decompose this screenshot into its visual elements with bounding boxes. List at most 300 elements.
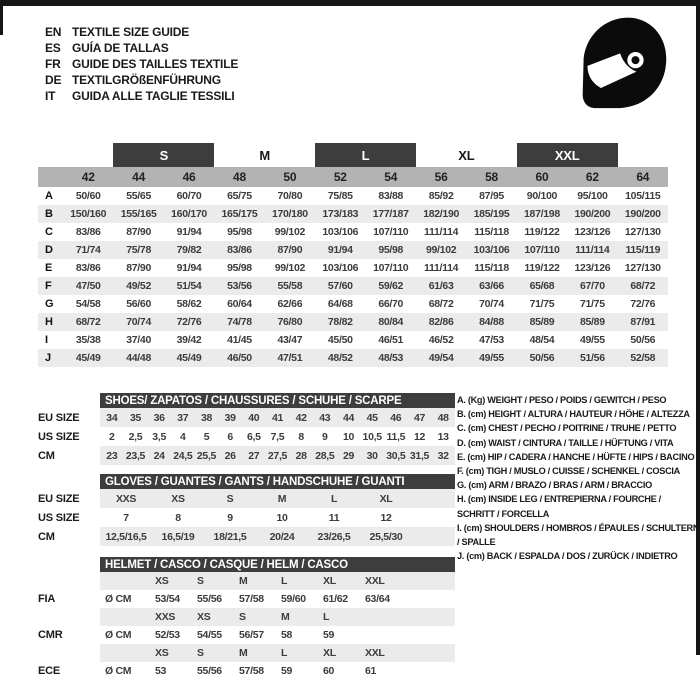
size-group-label: L [361, 147, 370, 163]
size-group-label: S [159, 147, 169, 163]
size-value: 107/110 [524, 244, 560, 256]
measurement-letter: C [45, 226, 53, 238]
size-group-label: XXL [554, 147, 580, 163]
size-number: 56 [434, 170, 448, 184]
size-value: 45/50 [327, 334, 353, 346]
size-value: 46/50 [227, 352, 252, 364]
shoe-size-value: 24 [153, 449, 165, 462]
helmet-size-cell: 60 [323, 665, 335, 677]
size-value: 52/58 [630, 352, 656, 364]
left-border [0, 0, 3, 35]
shoes-row-cells [100, 408, 455, 427]
size-value: 95/98 [227, 262, 252, 274]
size-value: 105/115 [625, 190, 661, 202]
size-table-row [38, 331, 668, 349]
size-value: 155/165 [120, 208, 157, 220]
size-value: 72/76 [630, 298, 656, 310]
size-value: 49/55 [479, 352, 504, 364]
language-title: TEXTILE SIZE GUIDE [72, 25, 190, 39]
helmet-size-cell: Ø CM [105, 665, 132, 677]
size-value: 185/195 [473, 208, 510, 220]
shoe-size-value: 28 [295, 449, 307, 462]
helmet-size-cell: Ø CM [105, 629, 132, 641]
language-item [45, 24, 238, 40]
shoe-size-value: 46 [390, 411, 402, 424]
shoe-size-value: 48 [437, 411, 449, 424]
size-table-row [38, 205, 668, 223]
helmet-size-cell: XXL [365, 575, 385, 587]
size-value: 187/198 [524, 208, 560, 220]
size-value: 99/102 [274, 226, 306, 238]
size-value: 67/70 [579, 280, 605, 292]
helmet-size-cell: 61/62 [323, 593, 348, 605]
size-value: 119/122 [524, 262, 560, 274]
helmet-table-body [38, 572, 455, 680]
helmet-row-cells [100, 662, 455, 680]
helmet-size-cell: 59/60 [281, 593, 306, 605]
helmet-size-cell: 56/57 [239, 629, 264, 641]
shoe-size-value: 3,5 [152, 430, 166, 443]
racing-helmet-icon [575, 13, 671, 113]
shoe-size-value: 5 [203, 430, 210, 443]
helmet-table-row [38, 608, 455, 626]
size-number: 58 [485, 170, 499, 184]
shoe-size-value: 30,5 [386, 449, 406, 462]
size-value: 127/130 [624, 262, 661, 274]
shoe-size-value: 45 [366, 411, 378, 424]
size-value: 107/110 [373, 262, 409, 274]
size-value: 43/47 [277, 334, 303, 346]
size-value: 45/49 [176, 352, 202, 364]
shoe-size-value: 9 [322, 430, 328, 443]
shoe-size-value: 40 [248, 411, 260, 424]
size-value: 91/94 [327, 244, 353, 256]
shoe-size-value: 36 [153, 411, 165, 424]
shoe-size-value: 6,5 [246, 430, 261, 443]
helmet-row-cells [100, 572, 455, 590]
shoe-size-value: 28,5 [315, 449, 335, 462]
helmet-header-row [38, 557, 455, 572]
helmet-table-row [38, 626, 455, 644]
shoe-size-value: 32 [437, 449, 449, 462]
size-value: 68/72 [428, 298, 454, 310]
size-table-row [38, 223, 668, 241]
glove-size-value: L [330, 492, 338, 505]
size-group-spacer [38, 143, 113, 167]
helmet-size-cell: S [197, 647, 204, 659]
unit-row-label: CM [38, 530, 55, 543]
shoe-size-value: 37 [177, 411, 189, 424]
glove-size-value: 23/26,5 [317, 530, 351, 543]
size-value: 74/78 [227, 316, 252, 328]
size-value: 160/170 [171, 208, 207, 220]
measurement-letter: H [45, 316, 53, 328]
language-item [45, 56, 238, 72]
helmet-table-row [38, 590, 455, 608]
size-value: 64/68 [327, 298, 353, 310]
helmet-size-cell: M [281, 611, 290, 623]
glove-size-value: 16,5/19 [161, 530, 195, 543]
helmet-size-cell: 59 [323, 629, 335, 641]
size-value: 182/190 [423, 208, 460, 220]
size-value: 70/74 [479, 298, 504, 310]
size-value: 39/42 [176, 334, 202, 346]
size-table-row [38, 187, 668, 205]
size-number: 44 [132, 170, 146, 184]
size-number: 62 [585, 170, 599, 184]
shoe-size-value: 27 [248, 449, 260, 462]
size-value: 107/110 [373, 226, 409, 238]
size-value: 48/54 [529, 334, 555, 346]
language-code: IT [45, 89, 56, 103]
size-value: 63/66 [479, 280, 504, 292]
size-value: 111/114 [424, 226, 459, 238]
shoe-size-value: 24,5 [173, 449, 193, 462]
size-number: 42 [81, 170, 95, 184]
size-value: 150/160 [70, 208, 107, 220]
legend-item: G. (cm) ARM / BRAZO / BRAS / ARM / BRACCIO [457, 480, 652, 491]
helmet-size-cell: L [281, 575, 288, 587]
shoe-size-value: 27,5 [267, 449, 288, 462]
legend-item: F. (cm) TIGH / MUSLO / CUISSE / SCHENKEL / COSCIA [457, 466, 681, 477]
size-value: 85/89 [579, 316, 605, 328]
helmet-size-cell: XL [323, 647, 336, 659]
helmet-size-cell: L [281, 647, 288, 659]
size-value: 72/76 [176, 316, 202, 328]
size-value: 87/95 [479, 190, 504, 202]
shoe-size-value: 6 [227, 430, 233, 443]
shoe-size-value: 30 [366, 449, 378, 462]
size-value: 61/63 [428, 280, 454, 292]
measurement-letter: A [45, 190, 53, 202]
glove-size-value: 8 [175, 511, 181, 524]
size-group-header [315, 143, 416, 167]
shoe-size-value: 12 [413, 430, 426, 443]
helmet-row-cells [100, 644, 455, 662]
size-table-row [38, 295, 668, 313]
size-value: 70/80 [277, 190, 303, 202]
legend-item: A. (Kg) WEIGHT / PESO / POIDS / GEWITCH / PESO [457, 395, 667, 405]
measurement-legend [457, 393, 700, 563]
size-value: 111/114 [424, 262, 459, 274]
textile-size-table [38, 143, 668, 367]
gloves-table-row [38, 527, 455, 546]
language-code: FR [45, 57, 61, 71]
language-item [45, 88, 238, 104]
legend-item: D. (cm) WAIST / CINTURA / TAILLE / HÜFTUNG / VITA [457, 437, 674, 448]
size-value: 51/54 [176, 280, 202, 292]
size-value: 82/86 [428, 316, 454, 328]
size-value: 123/126 [574, 226, 611, 238]
gloves-row-cells [100, 489, 455, 508]
size-value: 103/106 [322, 226, 359, 238]
glove-size-value: XXS [115, 492, 137, 505]
size-value: 51/56 [579, 352, 605, 364]
shoe-size-value: 34 [106, 411, 118, 424]
shoes-table-row [38, 446, 455, 465]
language-item [45, 40, 238, 56]
language-title: GUIDE DES TAILLES TEXTILE [72, 57, 239, 71]
shoes-row-cells [100, 427, 455, 446]
gloves-row-cells [100, 527, 455, 546]
size-value: 48/53 [378, 352, 404, 364]
size-value: 65/75 [227, 190, 252, 202]
glove-size-value: 12,5/16,5 [105, 530, 147, 543]
language-title: GUÍA DE TALLAS [72, 41, 169, 55]
size-value: 103/106 [322, 262, 359, 274]
size-value: 87/90 [126, 226, 151, 238]
helmet-size-cell: XXS [155, 611, 176, 623]
size-table-row [38, 349, 668, 367]
size-value: 87/90 [277, 244, 303, 256]
unit-row-label: EU SIZE [38, 492, 80, 505]
shoe-size-value: 4 [180, 430, 186, 443]
size-value: 115/119 [625, 244, 661, 256]
size-value: 60/70 [176, 190, 202, 202]
size-group-label: M [259, 147, 270, 163]
size-value: 71/75 [529, 298, 555, 310]
glove-size-value: 12 [380, 511, 392, 524]
size-value: 58/62 [176, 298, 202, 310]
size-value: 50/60 [75, 190, 101, 202]
size-value: 83/86 [75, 226, 101, 238]
top-border [0, 0, 700, 6]
helmet-size-cell: XL [323, 575, 336, 587]
size-group-row [38, 143, 668, 167]
size-value: 173/183 [322, 208, 359, 220]
gloves-table-title: GLOVES / GUANTES / GANTS / HANDSCHUHE / GUANTI [100, 474, 455, 489]
measurement-letter: F [45, 280, 52, 292]
size-number: 52 [333, 170, 347, 184]
size-value: 57/60 [327, 280, 353, 292]
helmet-size-cell: XS [197, 611, 211, 623]
size-value: 90/100 [526, 190, 558, 202]
shoe-size-value: 26 [224, 449, 236, 462]
size-value: 56/60 [126, 298, 151, 310]
shoe-size-value: 38 [200, 411, 213, 424]
measurement-letter: E [45, 262, 53, 274]
glove-size-value: M [277, 492, 287, 505]
helmet-size-cell: 55/56 [197, 665, 222, 677]
size-value: 70/74 [126, 316, 151, 328]
size-value: 71/75 [579, 298, 605, 310]
size-value: 115/118 [474, 226, 509, 238]
shoe-size-value: 43 [319, 411, 331, 424]
size-value: 41/45 [227, 334, 252, 346]
size-value: 53/56 [227, 280, 252, 292]
size-value: 85/89 [529, 316, 555, 328]
shoe-size-value: 13 [437, 430, 449, 443]
size-value: 190/200 [624, 208, 661, 220]
shoe-size-value: 29 [342, 449, 355, 462]
size-value: 68/72 [75, 316, 101, 328]
glove-size-value: 9 [227, 511, 233, 524]
size-value: 99/102 [425, 244, 457, 256]
size-number-row [38, 167, 668, 187]
size-value: 37/40 [126, 334, 151, 346]
size-value: 45/49 [75, 352, 101, 364]
legend-item: C. (cm) CHEST / PECHO / POITRINE / TRUHE / PETTO [457, 423, 677, 434]
helmet-table-row [38, 572, 455, 590]
size-number: 54 [384, 170, 398, 184]
helmet-row-cells [100, 590, 455, 608]
measurement-letter: I [45, 334, 49, 346]
size-value: 103/106 [473, 244, 510, 256]
size-value: 87/90 [126, 262, 151, 274]
size-value: 83/86 [75, 262, 101, 274]
size-value: 95/100 [577, 190, 608, 202]
gloves-header-spacer [38, 474, 100, 489]
size-value: 119/122 [524, 226, 560, 238]
unit-row-label: CM [38, 449, 55, 462]
shoe-size-value: 41 [271, 411, 284, 424]
size-table-body [38, 187, 668, 367]
helmet-header-spacer [38, 557, 100, 572]
size-group-header [113, 143, 214, 167]
standard-label [38, 572, 100, 590]
helmet-row-cells [100, 626, 455, 644]
size-value: 49/54 [428, 352, 454, 364]
helmet-size-cell: 54/55 [197, 629, 222, 641]
size-group-header [214, 143, 315, 167]
measurement-letter: B [45, 208, 53, 220]
language-title: TEXTILGRÖßENFÜHRUNG [72, 73, 221, 87]
shoe-size-value: 8 [298, 430, 304, 443]
legend-item: H. (cm) INSIDE LEG / ENTREPIERNA / FOURCHE / SCHRITT / FORCELLA [457, 494, 661, 519]
size-value: 80/84 [378, 316, 404, 328]
helmet-size-cell: 52/53 [155, 629, 180, 641]
size-value: 35/38 [75, 334, 101, 346]
language-code: DE [45, 73, 62, 87]
size-value: 47/50 [75, 280, 101, 292]
helmet-section [38, 557, 455, 680]
size-value: 177/187 [372, 208, 409, 220]
size-group-label: XL [458, 147, 475, 163]
shoe-size-value: 47 [413, 411, 426, 424]
language-code: EN [45, 25, 62, 39]
standard-label [38, 644, 100, 662]
gloves-table-row [38, 489, 455, 508]
helmet-size-cell: 63/64 [365, 593, 390, 605]
gloves-table-row [38, 508, 455, 527]
shoes-header-spacer [38, 393, 100, 408]
size-value: 115/118 [474, 262, 509, 274]
size-value: 111/114 [575, 244, 610, 256]
size-value: 60/64 [227, 298, 252, 310]
size-number: 60 [535, 170, 549, 184]
glove-size-value: XS [171, 492, 185, 505]
shoes-section [38, 393, 455, 465]
shoes-header-row [38, 393, 455, 408]
helmet-size-cell: XS [155, 575, 169, 587]
helmet-size-cell: L [323, 611, 330, 623]
glove-size-value: S [226, 492, 234, 505]
helmet-size-cell: M [239, 647, 248, 659]
size-value: 66/70 [378, 298, 404, 310]
size-value: 55/65 [126, 190, 151, 202]
helmet-table-title: HELMET / CASCO / CASQUE / HELM / CASCO [100, 557, 455, 572]
size-value: 85/92 [428, 190, 454, 202]
size-value: 54/58 [75, 298, 101, 310]
legend-item: E. (cm) HIP / CADERA / HANCHE / HÜFTE / HIPS / BACINO [457, 451, 695, 462]
language-item [45, 72, 238, 88]
helmet-size-cell: 57/58 [239, 593, 264, 605]
gloves-header-row [38, 474, 455, 489]
helmet-size-cell: S [239, 611, 246, 623]
size-table-row [38, 241, 668, 259]
size-table-row [38, 313, 668, 331]
shoe-size-value: 35 [129, 411, 142, 424]
measurement-letter: J [45, 352, 52, 364]
size-value: 65/68 [529, 280, 555, 292]
measurement-letter: D [45, 244, 53, 256]
size-group-header [416, 143, 517, 167]
size-value: 46/52 [428, 334, 454, 346]
shoes-table-title: SHOES/ ZAPATOS / CHAUSSURES / SCHUHE / SCARPE [100, 393, 455, 408]
shoe-size-value: 11,5 [386, 430, 406, 443]
legend-item: J. (cm) BACK / ESPALDA / DOS / ZURÜCK / INDIETRO [457, 551, 678, 562]
size-value: 59/62 [378, 280, 404, 292]
size-value: 190/200 [574, 208, 611, 220]
standard-label: CMR [38, 629, 63, 641]
shoe-size-value: 31,5 [409, 449, 430, 462]
shoe-size-value: 7,5 [270, 430, 285, 443]
size-value: 47/53 [479, 334, 504, 346]
shoe-size-value: 42 [295, 411, 307, 424]
size-value: 46/51 [378, 334, 404, 346]
helmet-size-cell: M [239, 575, 248, 587]
size-value: 99/102 [274, 262, 306, 274]
shoe-size-value: 2 [109, 430, 115, 443]
helmet-size-cell: S [197, 575, 204, 587]
shoe-size-value: 23 [106, 449, 118, 462]
size-value: 55/58 [277, 280, 303, 292]
helmet-row-cells [100, 608, 455, 626]
size-value: 50/56 [529, 352, 555, 364]
size-value: 123/126 [574, 262, 611, 274]
helmet-size-cell: XXL [365, 647, 385, 659]
size-value: 165/175 [221, 208, 258, 220]
shoe-size-value: 10,5 [362, 430, 382, 443]
size-value: 62/66 [277, 298, 303, 310]
language-title: GUIDA ALLE TAGLIE TESSILI [72, 89, 235, 103]
unit-row-label: US SIZE [38, 511, 80, 524]
legend-item: B. (cm) HEIGHT / ALTURA / HAUTEUR / HÖHE / ALTEZZA [457, 409, 690, 420]
size-value: 79/82 [176, 244, 202, 256]
size-value: 48/52 [327, 352, 353, 364]
shoe-size-value: 44 [342, 411, 355, 424]
measurement-letter: G [45, 298, 54, 310]
size-table-row [38, 277, 668, 295]
helmet-size-cell: 59 [281, 665, 293, 677]
helmet-size-cell: 58 [281, 629, 293, 641]
helmet-size-cell: 61 [365, 665, 377, 677]
helmet-size-cell: Ø CM [105, 593, 132, 605]
helmet-table-row [38, 644, 455, 662]
size-value: 50/56 [630, 334, 656, 346]
size-number: 46 [182, 170, 196, 184]
helmet-size-cell: XS [155, 647, 169, 659]
shoes-table-row [38, 427, 455, 446]
language-code: ES [45, 41, 61, 55]
helmet-size-cell: 55/56 [197, 593, 222, 605]
size-value: 71/74 [75, 244, 101, 256]
shoes-table-body [38, 408, 455, 465]
size-value: 84/88 [479, 316, 504, 328]
glove-size-value: 25,5/30 [369, 530, 403, 543]
size-value: 76/80 [277, 316, 303, 328]
standard-label: FIA [38, 593, 56, 605]
